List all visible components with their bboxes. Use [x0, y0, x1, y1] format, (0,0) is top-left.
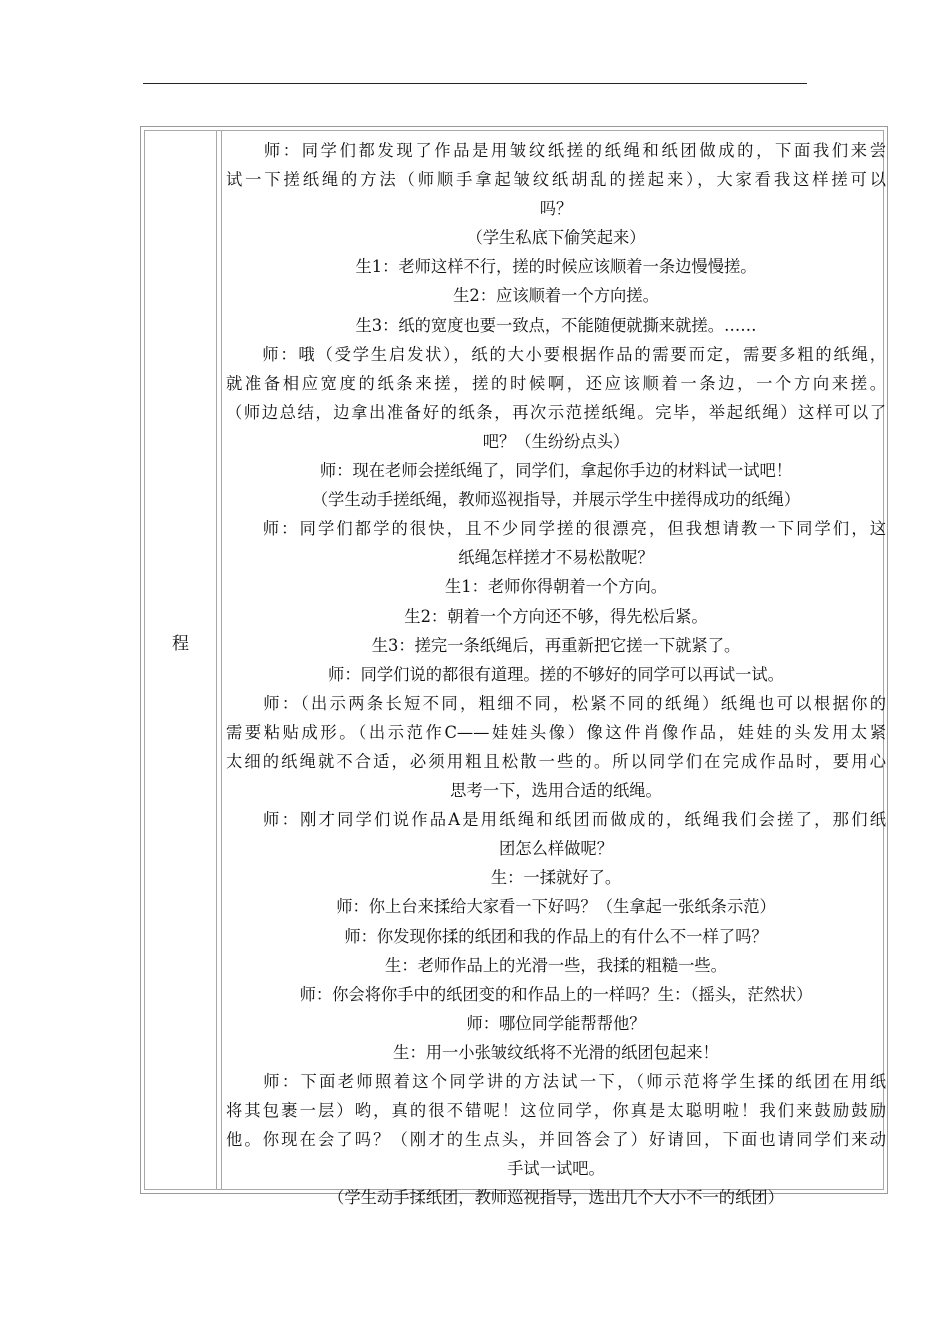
lesson-table-inner — [144, 130, 886, 1208]
transcript-line: 吧？（生纷纷点头） — [482, 431, 630, 451]
transcript-line: 生2：应该顺着一个方向搓。 — [453, 286, 659, 306]
transcript-line: 思考一下，选用合适的纸绳。 — [450, 781, 662, 801]
row-label-cell — [145, 131, 217, 1189]
transcript-line: 将其包裹一层）哟，真的很不错呢！这位同学，你真是太聪明啦！我们来鼓励鼓励 — [226, 1101, 886, 1121]
transcript-line: 生：用一小张皱纹纸将不光滑的纸团包起来！ — [393, 1042, 719, 1062]
transcript-line: 生2：朝着一个方向还不够，得先松后紧。 — [404, 606, 708, 626]
transcript-line: 生3：搓完一条纸绳后，再重新把它搓一下就紧了。 — [371, 635, 741, 655]
transcript-line: 吗？ — [539, 199, 573, 219]
transcript-line: 手试一试吧。 — [507, 1159, 605, 1179]
transcript-line: 师：下面老师照着这个同学讲的方法试一下，（师示范将学生揉的纸团在用纸 — [226, 1072, 886, 1091]
transcript-line: （学生动手搓纸绳，教师巡视指导，并展示学生中搓得成功的纸绳） — [311, 490, 801, 510]
transcript-line: 就准备相应宽度的纸条来搓，搓的时候啊，还应该顺着一条边，一个方向来搓。 — [226, 373, 886, 393]
transcript-line: 他。你现在会了吗？（刚才的生点头，并回答会了）好请回，下面也请同学们来动 — [226, 1130, 886, 1150]
transcript-line: 生1：老师这样不行，搓的时候应该顺着一条边慢慢搓。 — [355, 257, 757, 277]
transcript-line: 需要粘贴成形。（出示范作C——娃娃头像）像这件肖像作品，娃娃的头发用太紧 — [226, 722, 886, 742]
transcript-line: 师：你上台来揉给大家看一下好吗？（生拿起一张纸条示范） — [336, 897, 776, 917]
header-rule — [143, 83, 807, 84]
transcript-line: 太细的纸绳就不合适，必须用粗且松散一些的。所以同学们在完成作品时，要用心 — [226, 751, 886, 771]
transcript-line: 师：同学们都发现了作品是用皱纹纸搓的纸绳和纸团做成的，下面我们来尝 — [226, 141, 886, 160]
transcript-line: 师：哪位同学能帮帮他？ — [466, 1013, 646, 1033]
transcript-line: 生：老师作品上的光滑一些，我揉的粗糙一些。 — [385, 955, 727, 975]
transcript-line: 纸绳怎样搓才不易松散呢？ — [458, 548, 654, 568]
transcript-line: 生：一揉就好了。 — [490, 868, 622, 888]
transcript-line: 生3：纸的宽度也要一致点，不能随便就撕来就搓。…… — [355, 315, 757, 335]
transcript-line: 师：同学们说的都很有道理。搓的不够好的同学可以再试一试。 — [328, 664, 784, 684]
transcript-line: 师：（出示两条长短不同，粗细不同，松紧不同的纸绳）纸绳也可以根据你的 — [226, 693, 886, 713]
transcript-line: 团怎么样做呢？ — [499, 839, 613, 859]
lesson-transcript — [226, 136, 886, 1212]
transcript-line: （学生动手揉纸团，教师巡视指导，选出几个大小不一的纸团） — [328, 1188, 784, 1208]
transcript-line: 试一下搓纸绳的方法（师顺手拿起皱纹纸胡乱的搓起来），大家看我这样搓可以 — [226, 170, 886, 190]
transcript-line: 师：刚才同学们说作品A是用纸绳和纸团而做成的，纸绳我们会搓了，那们纸 — [226, 810, 886, 830]
transcript-line: （师边总结，边拿出准备好的纸条，再次示范搓纸绳。完毕，举起纸绳）这样可以了 — [226, 402, 886, 422]
transcript-line: 生1：老师你得朝着一个方向。 — [444, 577, 668, 597]
transcript-line: 师：你发现你揉的纸团和我的作品上的有什么不一样了吗？ — [344, 926, 768, 946]
transcript-line: 师：你会将你手中的纸团变的和作品上的一样吗？生：（摇头，茫然状） — [299, 984, 813, 1004]
transcript-line: 师：哦（受学生启发状），纸的大小要根据作品的需要而定，需要多粗的纸绳， — [226, 344, 886, 364]
lesson-table — [140, 126, 888, 1208]
transcript-line: 师：现在老师会搓纸绳了，同学们，拿起你手边的材料试一试吧！ — [319, 461, 793, 481]
transcript-line: 师：同学们都学的很快，且不少同学搓的很漂亮，但我想请教一下同学们，这 — [226, 519, 886, 539]
transcript-line: （学生私底下偷笑起来） — [466, 228, 646, 248]
content-cell — [221, 131, 886, 1208]
row-label: 程 — [172, 634, 189, 654]
